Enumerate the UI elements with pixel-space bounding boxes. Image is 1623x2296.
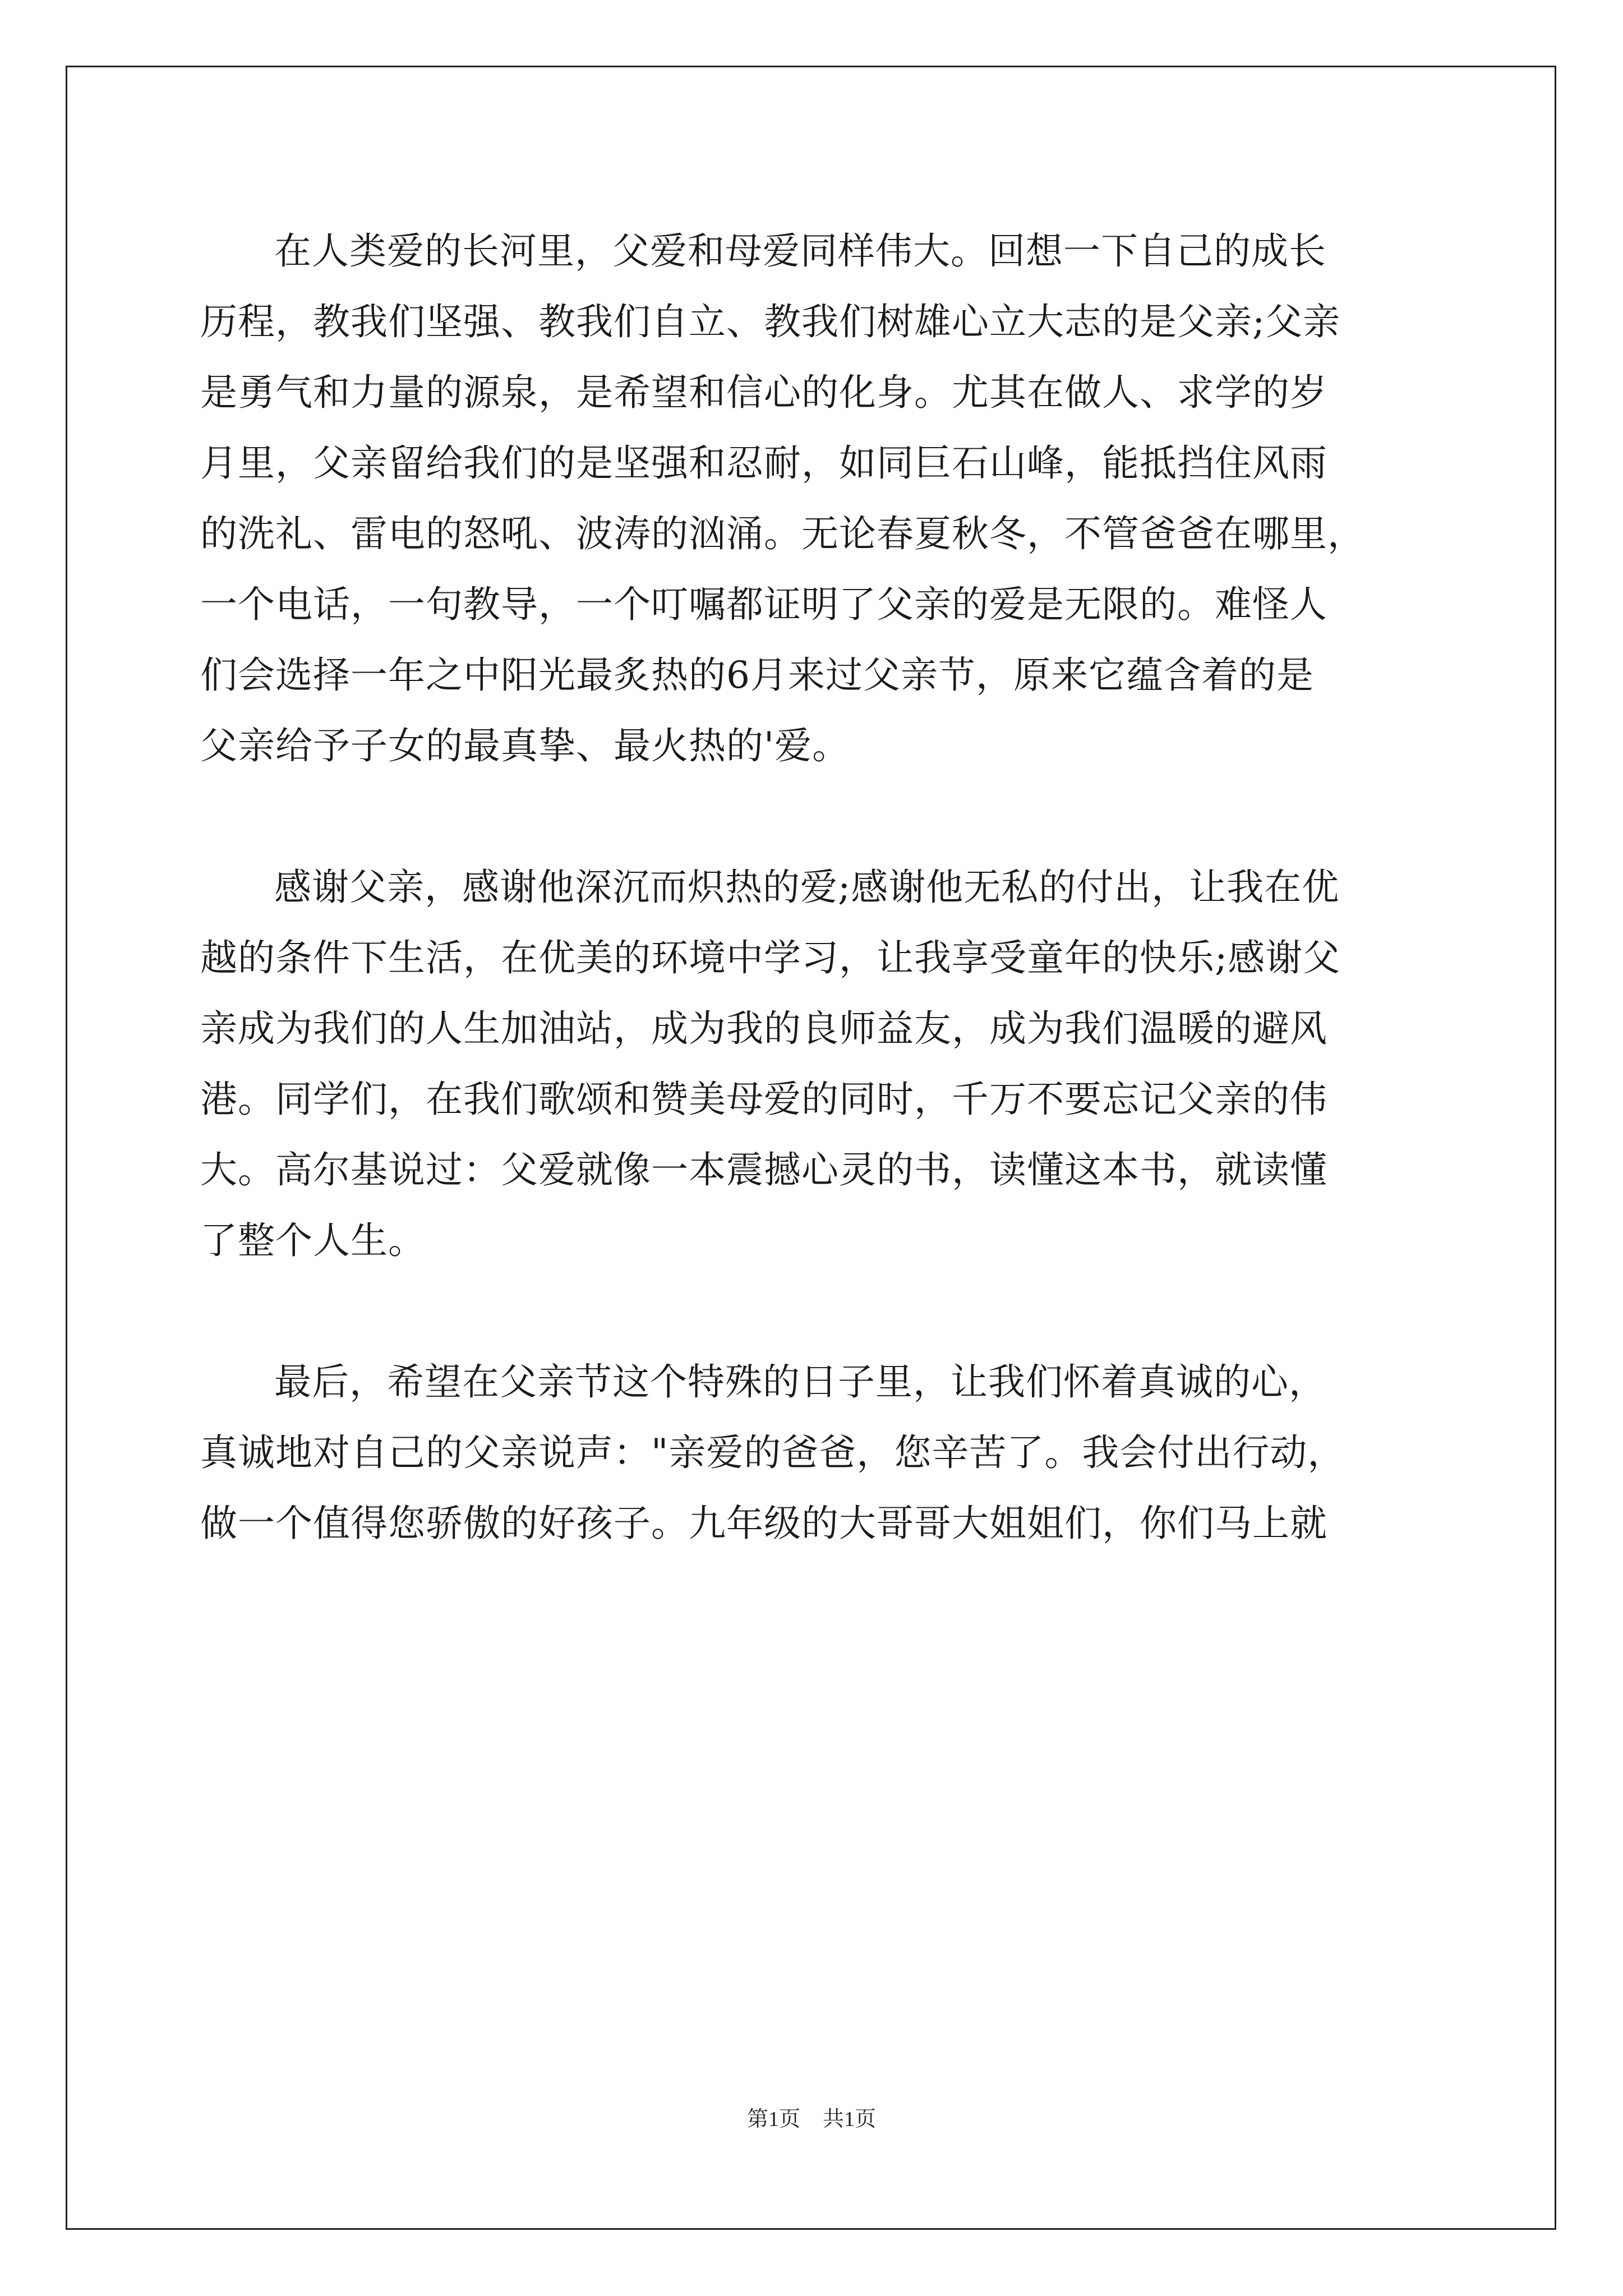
page-footer bbox=[0, 2101, 1623, 2132]
text-line: 真诚地对自己的父亲说声："亲爱的爸爸，您辛苦了。我会付出行动， bbox=[200, 1431, 1345, 1474]
paragraph-2 bbox=[200, 852, 1456, 1276]
text-line: 们会选择一年之中阳光最炙热的6月来过父亲节，原来它蕴含着的是 bbox=[200, 654, 1314, 697]
text-line: 港。同学们，在我们歌颂和赞美母爱的同时，千万不要忘记父亲的伟 bbox=[200, 1078, 1327, 1121]
page-number: 第1页 bbox=[746, 2108, 800, 2131]
text-line: 最后，希望在父亲节这个特殊的日子里，让我们怀着真诚的心， bbox=[274, 1360, 1326, 1404]
text-line: 月里，父亲留给我们的是坚强和忍耐，如同巨石山峰，能抵挡住风雨 bbox=[200, 441, 1327, 485]
document-body bbox=[200, 216, 1456, 1559]
paragraph-1 bbox=[200, 216, 1456, 781]
text-line: 了整个人生。 bbox=[200, 1219, 426, 1262]
text-line: 一个电话，一句教导，一个叮嘱都证明了父亲的爱是无限的。难怪人 bbox=[200, 583, 1327, 626]
text-line: 历程，教我们坚强、教我们自立、教我们树雄心立大志的是父亲;父亲 bbox=[200, 300, 1341, 343]
text-line: 大。高尔基说过：父爱就像一本震撼心灵的书，读懂这本书，就读懂 bbox=[200, 1148, 1327, 1191]
text-line: 越的条件下生活，在优美的环境中学习，让我享受童年的快乐;感谢父 bbox=[200, 936, 1341, 979]
text-line: 亲成为我们的人生加油站，成为我的良师益友，成为我们温暖的避风 bbox=[200, 1007, 1327, 1050]
text-line: 父亲给予子女的最真挚、最火热的'爱。 bbox=[200, 724, 850, 767]
text-line: 是勇气和力量的源泉，是希望和信心的化身。尤其在做人、求学的岁 bbox=[200, 371, 1327, 414]
paragraph-3 bbox=[200, 1347, 1456, 1559]
text-line: 感谢父亲，感谢他深沉而炽热的爱;感谢他无私的付出，让我在优 bbox=[274, 866, 1340, 909]
text-line: 做一个值得您骄傲的好孩子。九年级的大哥哥大姐姐们，你们马上就 bbox=[200, 1502, 1327, 1545]
page-total: 共1页 bbox=[823, 2108, 877, 2131]
text-line: 在人类爱的长河里，父爱和母爱同样伟大。回想一下自己的成长 bbox=[274, 229, 1326, 273]
text-line: 的洗礼、雷电的怒吼、波涛的汹涌。无论春夏秋冬，不管爸爸在哪里， bbox=[200, 512, 1365, 555]
